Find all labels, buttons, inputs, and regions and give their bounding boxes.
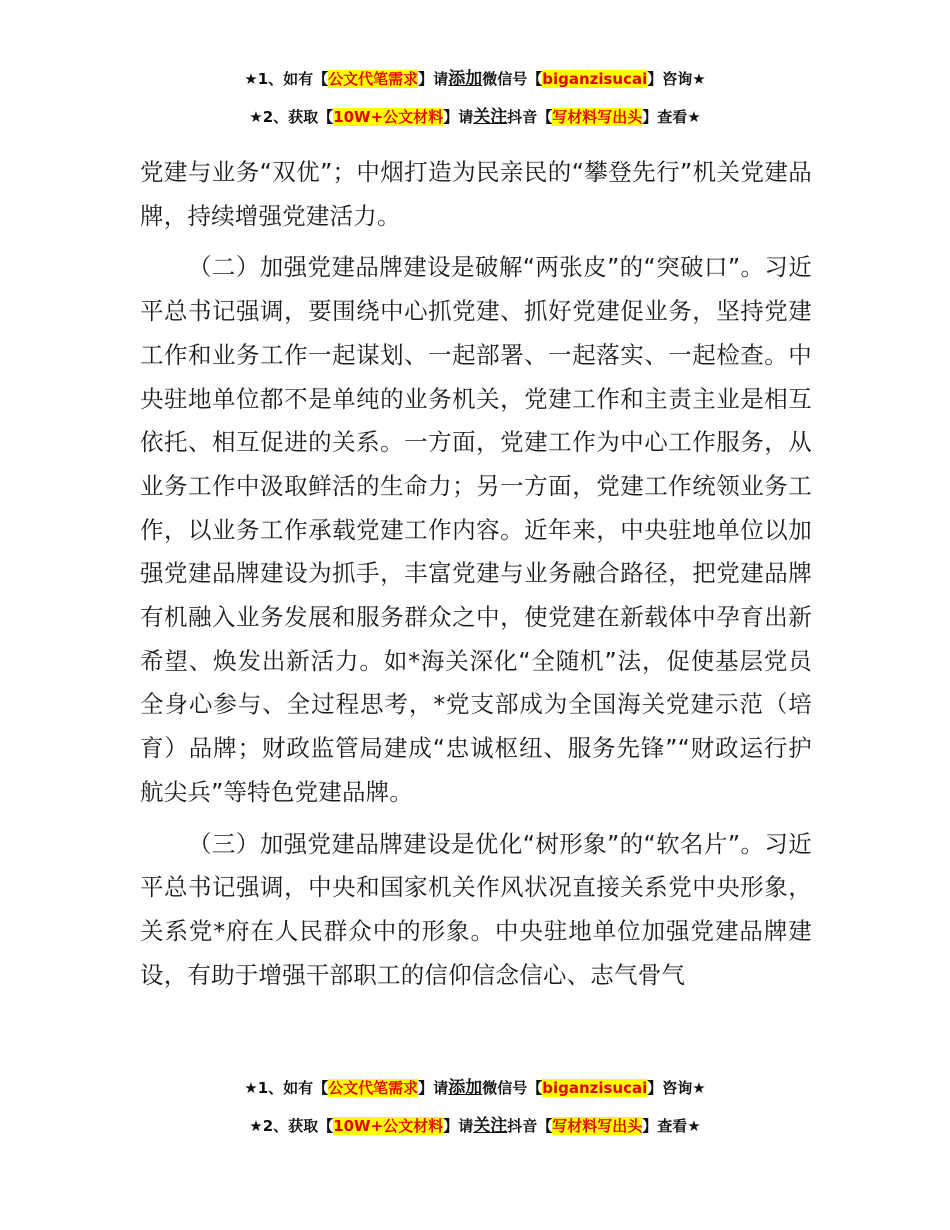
highlight-service: 公文代笔需求 bbox=[328, 70, 419, 88]
banner-line-1 bbox=[0, 68, 950, 100]
highlight-materials: 10W+公文材料 bbox=[333, 108, 444, 126]
paragraph-section-3: （三）加强党建品牌建设是优化“树形象”的“软名片”。习近平总书记强调，中央和国家机关作风状况直接关系党中央形象，关系党*府在人民群众中的形象。中央驻地单位加强党建品牌建设，有助于增强干部职工的信仰信念信心、志气骨气 bbox=[140, 829, 812, 989]
banner-text: 】请 bbox=[443, 108, 474, 126]
banner-text: 】请 bbox=[418, 1079, 449, 1097]
underlined-keyword: 关注 bbox=[473, 1116, 508, 1136]
banner-text: 抖音【 bbox=[507, 108, 553, 126]
banner-text: ★2、获取【 bbox=[249, 108, 334, 126]
paragraph-section-2: （二）加强党建品牌建设是破解“两张皮”的“突破口”。习近平总书记强调，要围绕中心抓党建、抓好党建促业务，坚持党建工作和业务工作一起谋划、一起部署、一起落实、一起检查。中央驻地单位都不是单纯的业务机关，党建工作和主责主业是相互依托、相互促进的关系。一方面，党建工作为中心工作服务，从业务工作中汲取鲜活的生命力；另一方面，党建工作统领业务工作，以业务工作承载党建工作内容。近年来，中央驻地单位以加强党建品牌建设为抓手，丰富党建与业务融合路径，把党建品牌有机融入业务发展和服务群众之中，使党建在新载体中孕育出新希望、焕发出新活力。如*海关深化“全随机”法，促使基层党员全身心参与、全过程思考，*党支部成为全国海关党建示范（培育）品牌；财政监管局建成“忠诚枢纽、服务先锋”“财政运行护航尖兵”等特色党建品牌。 bbox=[140, 253, 812, 806]
banner-line-2 bbox=[0, 1115, 950, 1147]
highlight-wechat-id: biganzisucai bbox=[542, 1079, 648, 1097]
top-banner bbox=[0, 68, 950, 138]
underlined-keyword: 关注 bbox=[473, 107, 508, 127]
highlight-douyin-account: 写材料写出头 bbox=[552, 1117, 643, 1135]
document-body bbox=[140, 151, 812, 997]
underlined-keyword: 添加 bbox=[448, 1078, 483, 1098]
banner-text: 微信号【 bbox=[482, 70, 543, 88]
banner-text: 】请 bbox=[443, 1117, 474, 1135]
banner-line-1 bbox=[0, 1077, 950, 1109]
banner-text: ★2、获取【 bbox=[249, 1117, 334, 1135]
banner-text: 】查看★ bbox=[642, 108, 701, 126]
banner-text: 】请 bbox=[418, 70, 449, 88]
banner-text: 】咨询★ bbox=[647, 1079, 706, 1097]
highlight-materials: 10W+公文材料 bbox=[333, 1117, 444, 1135]
banner-line-2 bbox=[0, 106, 950, 138]
highlight-douyin-account: 写材料写出头 bbox=[552, 108, 643, 126]
banner-text: ★1、如有【 bbox=[244, 1079, 329, 1097]
banner-text: 】咨询★ bbox=[647, 70, 706, 88]
banner-text: 抖音【 bbox=[507, 1117, 553, 1135]
banner-text: ★1、如有【 bbox=[244, 70, 329, 88]
highlight-service: 公文代笔需求 bbox=[328, 1079, 419, 1097]
bottom-banner bbox=[0, 1077, 950, 1147]
underlined-keyword: 添加 bbox=[448, 69, 483, 89]
paragraph-continuation: 党建与业务“双优”；中烟打造为民亲民的“攀登先行”机关党建品牌，持续增强党建活力。 bbox=[140, 158, 812, 230]
banner-text: 】查看★ bbox=[642, 1117, 701, 1135]
banner-text: 微信号【 bbox=[482, 1079, 543, 1097]
highlight-wechat-id: biganzisucai bbox=[542, 70, 648, 88]
